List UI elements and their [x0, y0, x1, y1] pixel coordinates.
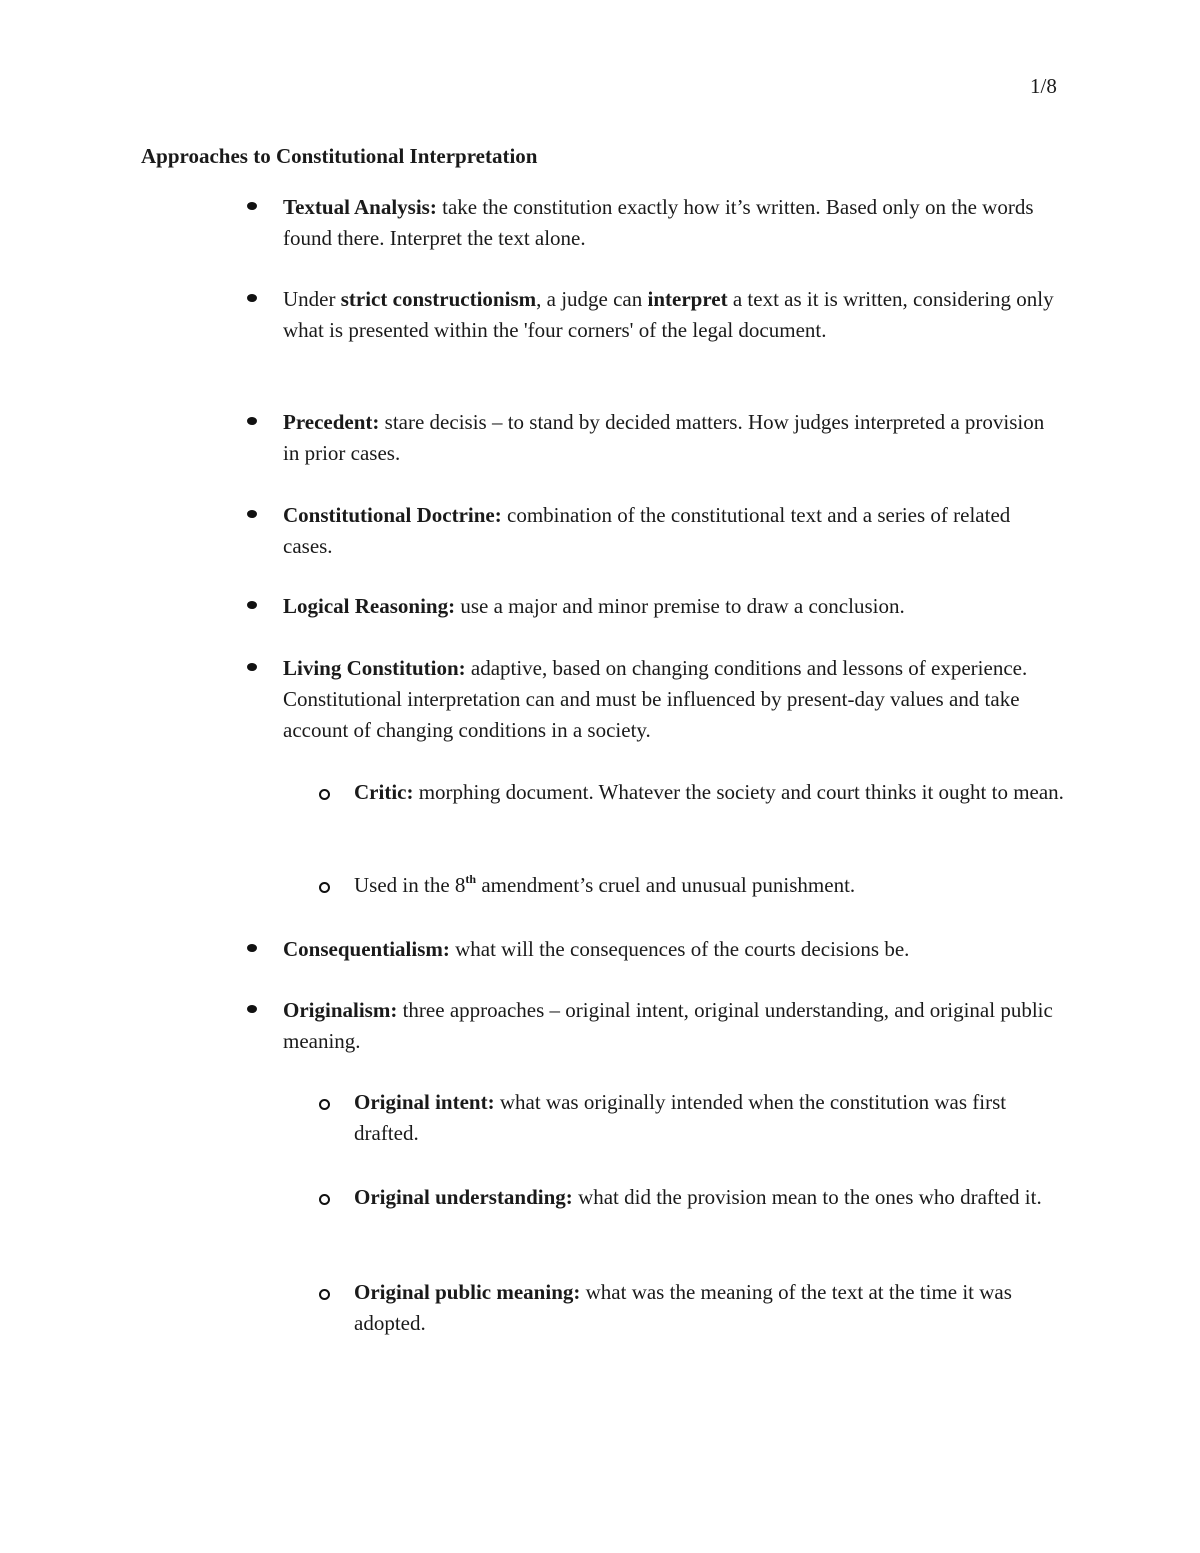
list-item-original-public-meaning — [354, 1277, 1064, 1339]
item-text: use a major and minor premise to draw a conclusion. — [455, 594, 905, 618]
item-text: take the constitution exactly how it’s written. Based only on the words found there. Interpret the text alone. — [283, 195, 1034, 250]
item-text: morphing document. Whatever the society and court thinks it ought to mean. — [413, 780, 1064, 804]
item-text: Used in the 8 — [354, 873, 466, 897]
term-label: Constitutional Doctrine: — [283, 503, 502, 527]
term-label: Logical Reasoning: — [283, 594, 456, 618]
item-text: amendment’s cruel and unusual punishment. — [476, 873, 856, 897]
list-item-logical-reasoning — [283, 591, 1063, 622]
term-label: strict constructionism — [340, 287, 537, 311]
list-item-eighth-amendment — [354, 870, 1064, 901]
item-text: combination of the constitutional text and a series of related cases. — [283, 503, 1011, 558]
term-label: Original public meaning: — [354, 1280, 581, 1304]
bullet-circle-icon — [319, 789, 330, 800]
bullet-disc-icon — [247, 944, 257, 952]
document-title: Approaches to Constitutional Interpretation — [141, 144, 538, 168]
bullet-disc-icon — [247, 294, 257, 302]
bullet-disc-icon — [247, 601, 257, 609]
list-item-textual-analysis — [283, 192, 1063, 254]
list-item-original-understanding — [354, 1182, 1064, 1213]
list-item-original-intent — [354, 1087, 1064, 1149]
item-text: Under — [283, 287, 341, 311]
list-item-consequentialism — [283, 934, 1063, 965]
item-text: stare decisis – to stand by decided matters. How judges interpreted a provision in prior cases. — [283, 410, 1045, 465]
term-label: Originalism: — [283, 998, 398, 1022]
term-label: interpret — [647, 287, 728, 311]
bullet-disc-icon — [247, 417, 257, 425]
item-text: three approaches – original intent, original understanding, and original public meaning. — [283, 998, 1053, 1053]
list-item-strict-constructionism — [283, 284, 1063, 346]
term-label: Consequentialism: — [283, 937, 450, 961]
bullet-circle-icon — [319, 882, 330, 893]
term-label: Original intent: — [354, 1090, 495, 1114]
bullet-disc-icon — [247, 1005, 257, 1013]
list-item-originalism — [283, 995, 1063, 1057]
term-label: Precedent: — [283, 410, 380, 434]
bullet-disc-icon — [247, 202, 257, 210]
term-label: Original understanding: — [354, 1185, 573, 1209]
list-item-critic — [354, 777, 1064, 808]
list-item-precedent — [283, 407, 1063, 469]
item-text: what will the consequences of the courts decisions be. — [449, 937, 910, 961]
superscript: th — [465, 872, 477, 886]
bullet-circle-icon — [319, 1099, 330, 1110]
item-text: what did the provision mean to the ones who drafted it. — [572, 1185, 1042, 1209]
item-text: a text as it is written, considering only what is presented within the 'four corners' of the legal document. — [283, 287, 1054, 342]
bullet-circle-icon — [319, 1194, 330, 1205]
list-item-living-constitution — [283, 653, 1063, 746]
item-text: what was the meaning of the text at the time it was adopted. — [354, 1280, 1012, 1335]
list-item-constitutional-doctrine — [283, 500, 1063, 562]
item-text: what was originally intended when the constitution was first drafted. — [354, 1090, 1007, 1145]
term-label: Textual Analysis: — [283, 195, 437, 219]
bullet-circle-icon — [319, 1289, 330, 1300]
item-text: , a judge can — [536, 287, 648, 311]
item-text: adaptive, based on changing conditions and lessons of experience. Constitutional interpretation can and must be influenced by present-day values and take account of changing conditions in a society. — [283, 656, 1028, 742]
bullet-disc-icon — [247, 510, 257, 518]
term-label: Critic: — [354, 780, 414, 804]
page-number: 1/8 — [1030, 74, 1057, 98]
bullet-disc-icon — [247, 663, 257, 671]
term-label: Living Constitution: — [283, 656, 466, 680]
